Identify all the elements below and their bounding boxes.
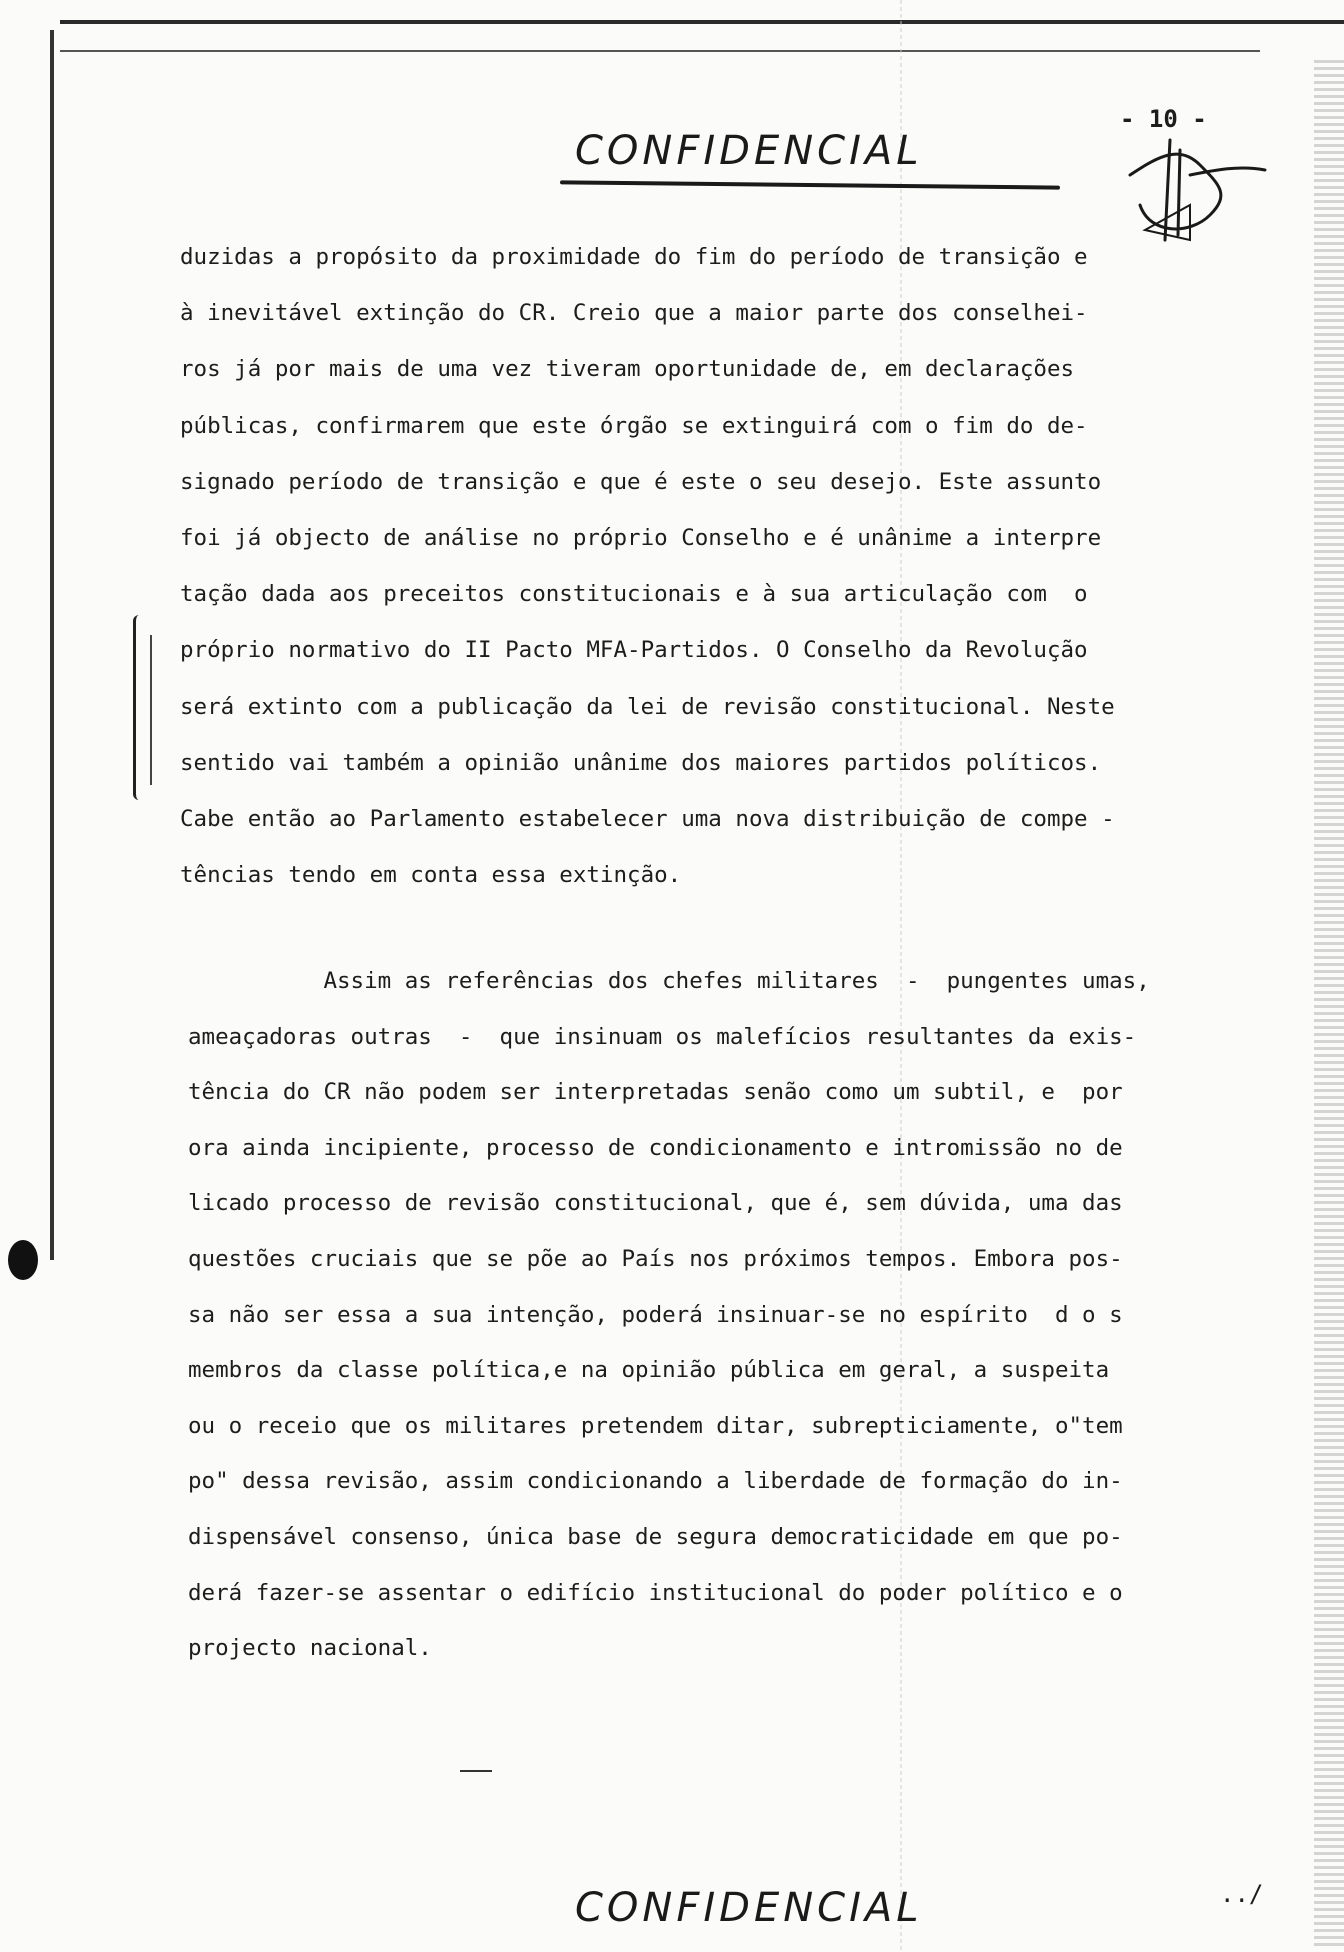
text-line: Cabe então ao Parlamento estabelecer uma nova distribuição de compe -	[180, 806, 1115, 832]
text-line: ameaçadoras outras - que insinuam os malefícios resultantes da exis-	[188, 1023, 1137, 1050]
scan-edge-top	[60, 20, 1344, 24]
text-line: tência do CR não podem ser interpretadas senão como um subtil, e por	[188, 1079, 1123, 1106]
text-line: ora ainda incipiente, processo de condicionamento e intromissão no de	[188, 1134, 1123, 1161]
text-line: sa não ser essa a sua intenção, poderá insinuar-se no espírito d o s	[188, 1301, 1123, 1328]
continuation-mark: ../	[1220, 1880, 1264, 1908]
signature-icon	[1120, 135, 1270, 245]
confidential-stamp-top: CONFIDENCIAL	[575, 128, 923, 174]
confidential-stamp-underline	[560, 180, 1060, 189]
confidential-stamp-bottom: CONFIDENCIAL	[575, 1885, 923, 1931]
text-line: tação dada aos preceitos constitucionais e à sua articulação com o	[180, 581, 1088, 608]
text-line: será extinto com a publicação da lei de revisão constitucional. Neste	[180, 693, 1115, 720]
text-line: membros da classe política,e na opinião pública em geral, a suspeita	[188, 1357, 1110, 1384]
scan-edge-top-inner	[60, 50, 1260, 52]
text-line: questões cruciais que se põe ao País nos próximos tempos. Embora pos-	[188, 1246, 1123, 1272]
scan-edge-left	[50, 30, 54, 1260]
margin-bracket-inner	[150, 635, 156, 785]
text-line: ou o receio que os militares pretendem ditar, subrepticiamente, o"tem	[188, 1412, 1123, 1439]
text-line: Assim as referências dos chefes militares - pungentes umas,	[188, 968, 1150, 994]
page-number: - 10 -	[1120, 105, 1207, 133]
text-line: à inevitável extinção do CR. Creio que a maior parte dos conselhei-	[180, 300, 1088, 327]
text-end-mark	[460, 1770, 492, 1772]
text-line: duzidas a propósito da proximidade do fim do período de transição e	[180, 244, 1088, 270]
text-line: públicas, confirmarem que este órgão se extinguirá com o fim do de-	[180, 412, 1088, 439]
text-line: licado processo de revisão constitucional, que é, sem dúvida, uma das	[188, 1190, 1123, 1217]
punch-hole	[8, 1240, 38, 1280]
text-line: sentido vai também a opinião unânime dos maiores partidos políticos.	[180, 749, 1102, 776]
text-line: signado período de transição e que é este o seu desejo. Este assunto	[180, 468, 1102, 495]
text-line: derá fazer-se assentar o edifício institucional do poder político e o	[188, 1579, 1123, 1606]
scan-edge-right	[1314, 60, 1344, 1950]
text-line: projecto nacional.	[188, 1635, 432, 1662]
text-line: ros já por mais de uma vez tiveram oportunidade de, em declarações	[180, 356, 1075, 383]
text-line: po" dessa revisão, assim condicionando a liberdade de formação do in-	[188, 1468, 1123, 1495]
text-line: tências tendo em conta essa extinção.	[180, 862, 682, 889]
text-line: foi já objecto de análise no próprio Conselho e é unânime a interpre	[180, 525, 1102, 551]
text-line: próprio normativo do II Pacto MFA-Partidos. O Conselho da Revolução	[180, 637, 1088, 664]
text-line: dispensável consenso, única base de segura democraticidade em que po-	[188, 1524, 1123, 1550]
margin-bracket	[133, 615, 148, 800]
